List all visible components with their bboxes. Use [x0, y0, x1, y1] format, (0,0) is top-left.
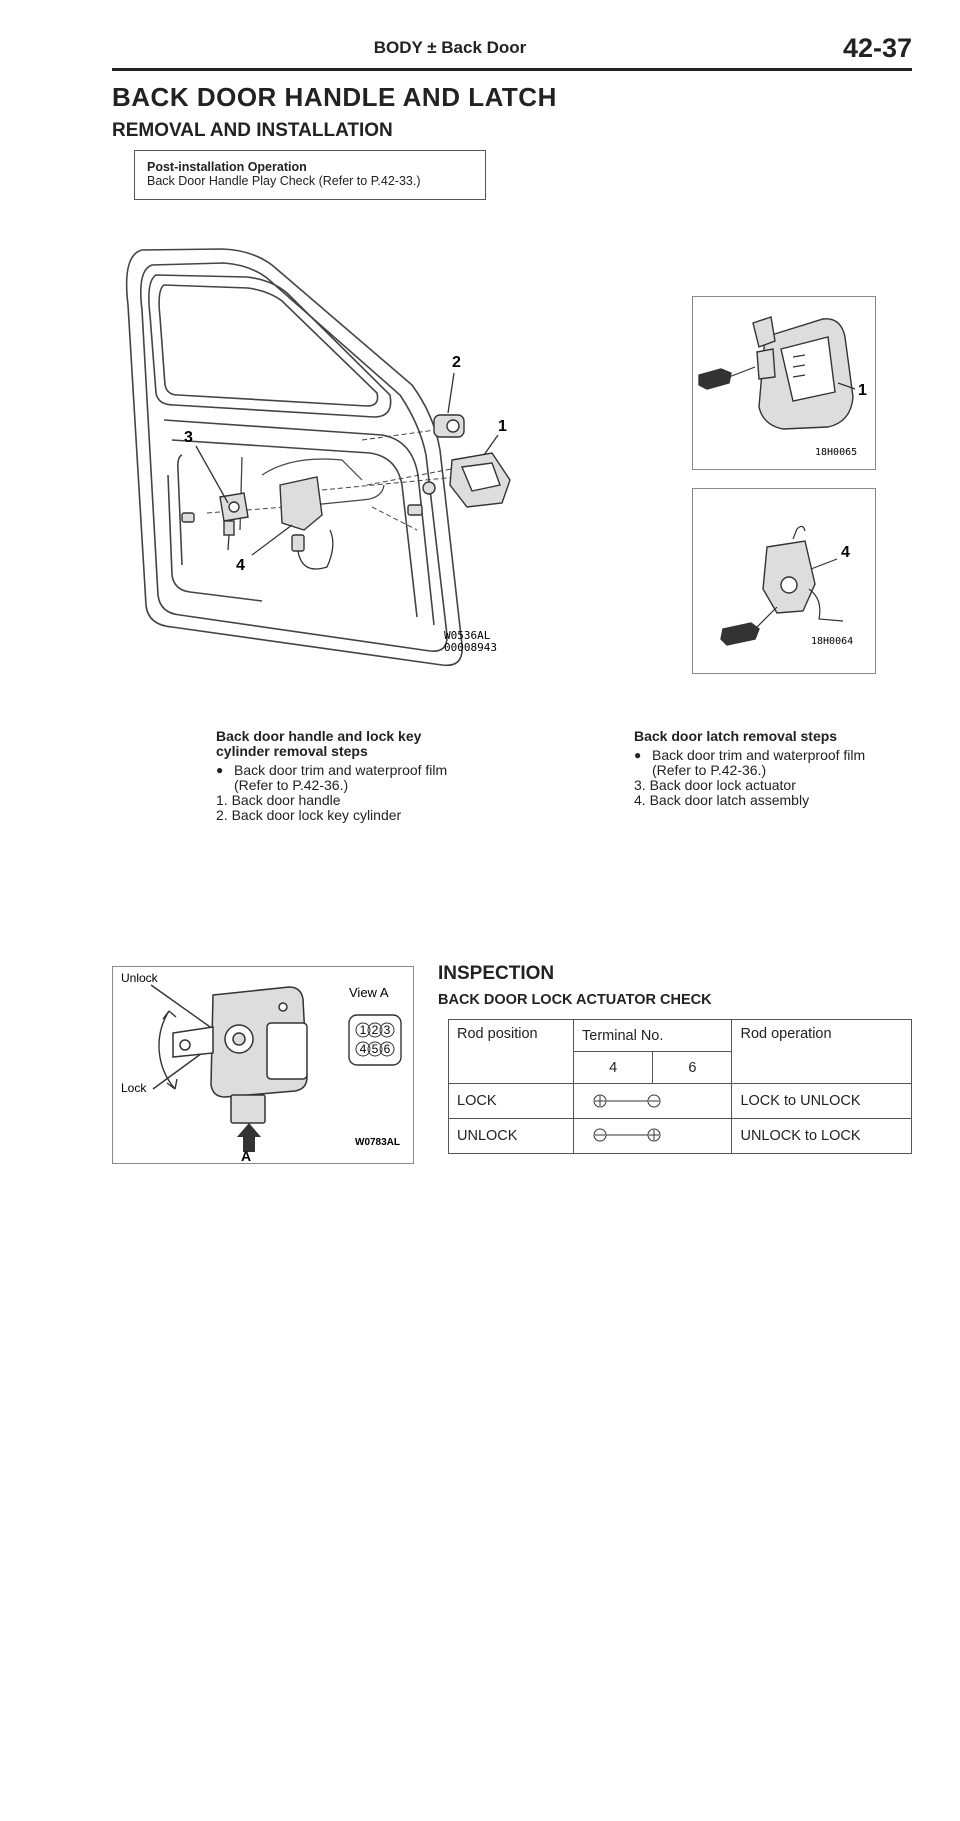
main-callout-1: 1	[498, 418, 507, 435]
row-unlock-operation: UNLOCK to LOCK	[732, 1119, 912, 1154]
terminal-1-label: 1	[359, 1023, 367, 1037]
unlock-label: Unlock	[121, 971, 158, 985]
main-figure-code-2: 00008943	[444, 641, 497, 654]
actuator-check-table	[448, 1019, 912, 1154]
page-header-section: BODY ± Back Door	[373, 38, 527, 57]
row-unlock-polarity	[574, 1119, 732, 1154]
main-callout-2: 2	[452, 354, 461, 371]
table-header-row	[449, 1020, 912, 1052]
view-a-label: View A	[349, 985, 389, 1000]
inspection-subheading: BACK DOOR LOCK ACTUATOR CHECK	[438, 992, 712, 1008]
handle-steps-bullet-line-1: Back door trim and waterproof film	[234, 762, 448, 778]
bullet-dot-icon: ●	[216, 763, 224, 777]
table-row	[449, 1084, 912, 1119]
handle-step-2: 2. Back door lock key cylinder	[216, 807, 402, 823]
terminal-2-label: 2	[371, 1023, 379, 1037]
row-lock-polarity	[574, 1084, 732, 1119]
latch-steps-bullet	[634, 748, 934, 778]
lock-label: Lock	[121, 1081, 147, 1095]
col-terminal-no: Terminal No.	[574, 1020, 732, 1052]
inspection-heading: INSPECTION	[438, 963, 555, 984]
lock-actuator-figure	[112, 966, 414, 1164]
handle-detail-code: 18H0065	[815, 447, 858, 458]
post-installation-box	[134, 150, 486, 200]
col-rod-position: Rod position	[449, 1020, 574, 1084]
bullet-dot-icon: ●	[634, 748, 642, 762]
latch-steps-bullet-line-1: Back door trim and waterproof film	[652, 747, 866, 763]
header-rule	[112, 68, 912, 71]
handle-detail-callout: 1	[858, 382, 867, 399]
handle-step-1: 1. Back door handle	[216, 792, 341, 808]
latch-step-3: 3. Back door lock actuator	[634, 777, 796, 793]
latch-steps-bullet-line-2: (Refer to P.42-36.)	[652, 762, 767, 778]
terminal-6-label: 6	[383, 1042, 391, 1056]
arrow-a-label: A	[241, 1148, 252, 1163]
terminal-4-label: 4	[359, 1042, 367, 1056]
row-unlock-position: UNLOCK	[449, 1119, 574, 1154]
terminal-6-header: 6	[653, 1052, 732, 1084]
handle-steps-bullet	[216, 763, 516, 793]
page-title: BACK DOOR HANDLE AND LATCH	[112, 82, 557, 112]
handle-steps-heading-1: Back door handle and lock key	[216, 728, 422, 744]
actuator-figure-code: W0783AL	[355, 1137, 401, 1148]
row-lock-position: LOCK	[449, 1084, 574, 1119]
terminal-3-label: 3	[383, 1023, 391, 1037]
latch-step-4: 4. Back door latch assembly	[634, 792, 810, 808]
section-subtitle: REMOVAL AND INSTALLATION	[112, 120, 393, 141]
handle-detail-figure	[692, 296, 876, 470]
main-callout-4: 4	[236, 557, 245, 574]
main-figure-code-1: W0536AL	[444, 629, 491, 642]
handle-steps-bullet-line-2: (Refer to P.42-36.)	[234, 777, 349, 793]
terminal-4-header: 4	[574, 1052, 653, 1084]
table-row	[449, 1119, 912, 1154]
back-door-exploded-illustration	[112, 245, 592, 680]
latch-detail-callout: 4	[841, 544, 850, 561]
main-callout-3: 3	[184, 429, 193, 446]
col-rod-operation: Rod operation	[732, 1020, 912, 1084]
handle-steps-heading-2: cylinder removal steps	[216, 743, 368, 759]
latch-steps-heading: Back door latch removal steps	[634, 728, 838, 744]
terminal-5-label: 5	[371, 1042, 379, 1056]
latch-detail-figure	[692, 488, 876, 674]
handle-removal-steps	[216, 729, 516, 823]
post-installation-text: Back Door Handle Play Check (Refer to P.42-33.)	[147, 174, 421, 188]
page-number: 42-37	[842, 33, 912, 63]
latch-detail-code: 18H0064	[811, 636, 854, 647]
row-lock-operation: LOCK to UNLOCK	[732, 1084, 912, 1119]
post-installation-heading: Post-installation Operation	[147, 160, 307, 174]
latch-removal-steps	[634, 729, 934, 808]
